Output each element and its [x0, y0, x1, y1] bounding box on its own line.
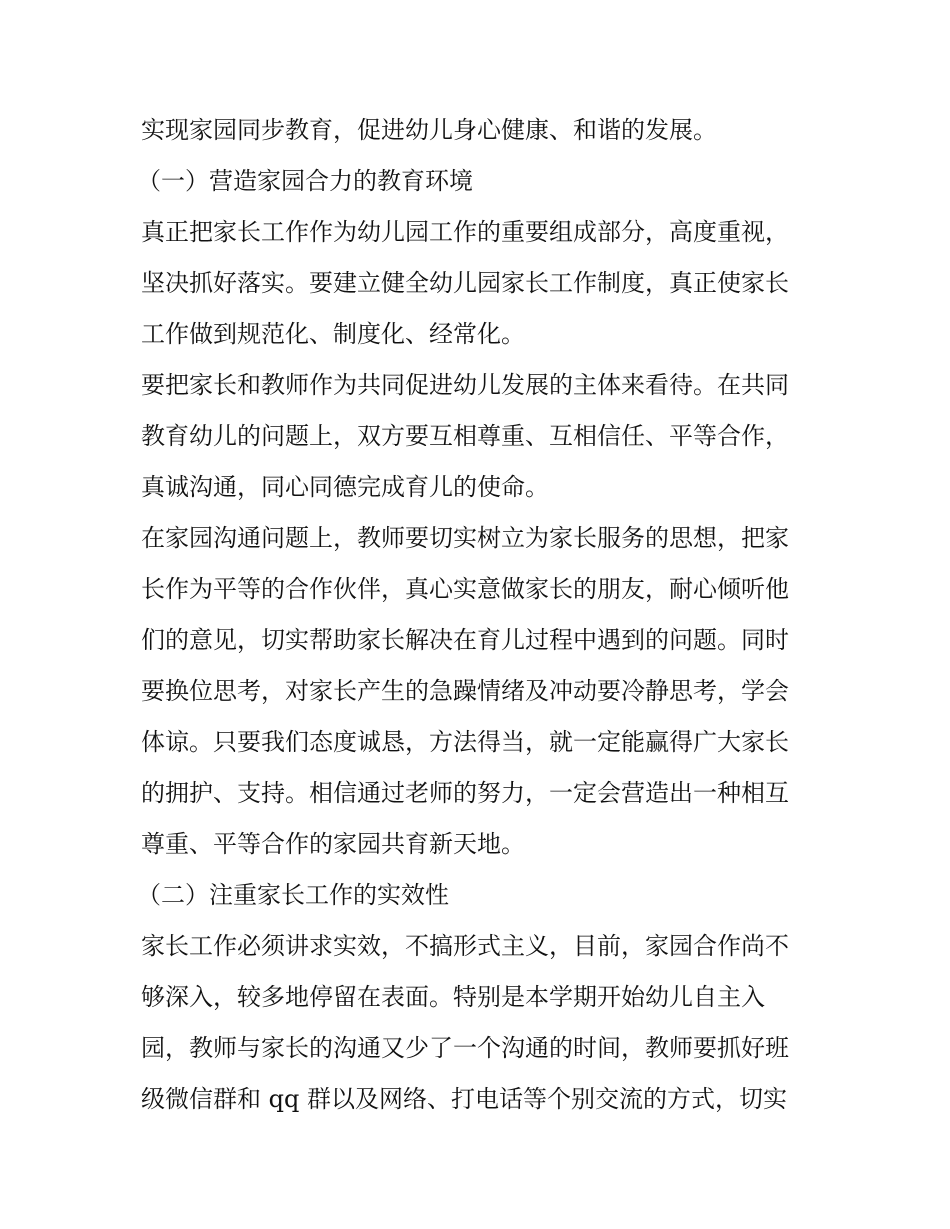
text-line: 真诚沟通，同心同德完成育儿的使命。: [141, 473, 549, 501]
text-line: 真正把家长工作作为幼儿园工作的重要组成部分，高度重视，: [141, 218, 789, 246]
text-line: 要把家长和教师作为共同促进幼儿发展的主体来看待。在共同: [141, 371, 789, 399]
text-line: 尊重、平等合作的家园共育新天地。: [141, 830, 525, 858]
document-body: [137, 108, 831, 1128]
section-heading: （一）营造家园合力的教育环境: [137, 167, 473, 195]
text-line: 家长工作必须讲求实效，不搞形式主义，目前，家园合作尚不: [141, 932, 789, 960]
text-line: 级微信群和 qq 群以及网络、打电话等个别交流的方式，切实: [141, 1085, 787, 1113]
text-line: 们的意见，切实帮助家长解决在育儿过程中遇到的问题。同时: [141, 626, 789, 654]
text-line: 长作为平等的合作伙伴，真心实意做家长的朋友，耐心倾听他: [141, 575, 789, 603]
text-line: 在家园沟通问题上，教师要切实树立为家长服务的思想，把家: [141, 524, 789, 552]
text-line: 体谅。只要我们态度诚恳，方法得当，就一定能赢得广大家长: [141, 728, 789, 756]
text-line: 的拥护、支持。相信通过老师的努力，一定会营造出一种相互: [141, 779, 789, 807]
text-line: 够深入，较多地停留在表面。特别是本学期开始幼儿自主入: [141, 983, 765, 1011]
text-line: 要换位思考，对家长产生的急躁情绪及冲动要冷静思考，学会: [141, 677, 789, 705]
text-line: 坚决抓好落实。要建立健全幼儿园家长工作制度，真正使家长: [141, 269, 789, 297]
section-heading: （二）注重家长工作的实效性: [137, 881, 449, 909]
text-line: 工作做到规范化、制度化、经常化。: [141, 320, 525, 348]
text-line: 教育幼儿的问题上，双方要互相尊重、互相信任、平等合作，: [141, 422, 789, 450]
text-line: 园，教师与家长的沟通又少了一个沟通的时间，教师要抓好班: [141, 1034, 789, 1062]
text-line: 实现家园同步教育，促进幼儿身心健康、和谐的发展。: [141, 116, 717, 144]
